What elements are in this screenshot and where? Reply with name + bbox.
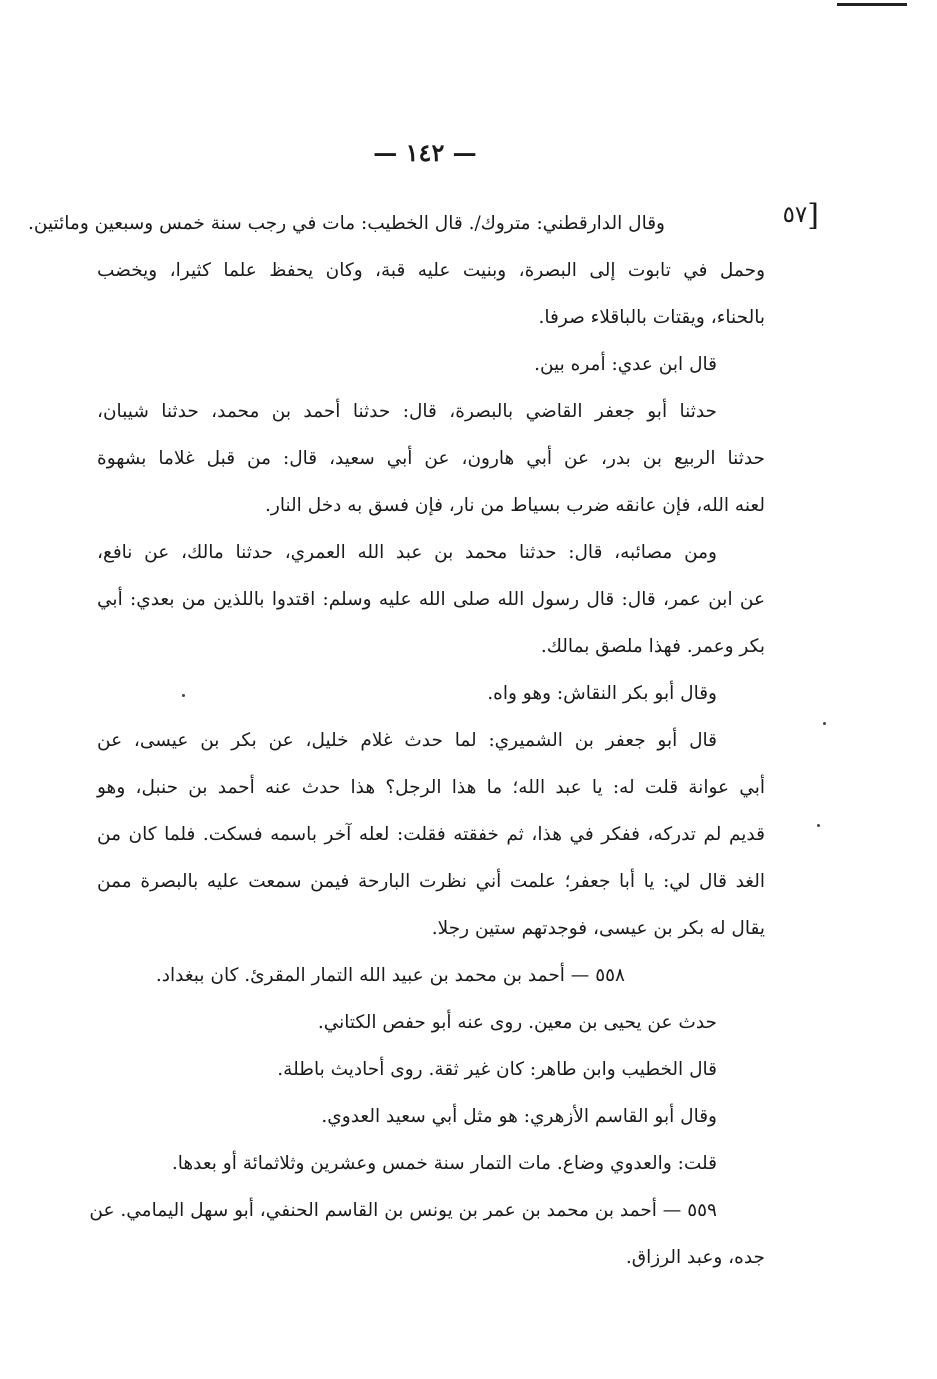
text-line: جده، وعبد الرزاق. [625, 1247, 765, 1268]
text-line: حدث عن يحيى بن معين. روى عنه أبو حفص الكتاني. [317, 1012, 717, 1033]
entry-marker-number: ٥٧ [782, 202, 808, 228]
ink-speck [817, 824, 820, 827]
page-number: — ١٤٢ — [373, 138, 477, 167]
text-line: بالحناء، ويقتات بالباقلاء صرفا. [538, 307, 765, 328]
text-line: قال أبو جعفر بن الشميري: لما حدث غلام خليل، عن بكر بن عيسى، عن [97, 730, 717, 751]
text-line: بكر وعمر. فهذا ملصق بمالك. [540, 636, 765, 657]
top-rule [837, 3, 907, 6]
text-line: قال الخطيب وابن طاهر: كان غير ثقة. روى أحاديث باطلة. [277, 1059, 717, 1080]
text-line: وقال أبو بكر النقاش: وهو واه. [487, 683, 717, 704]
body-text [28, 200, 765, 1281]
text-line: يقال له بكر بن عيسى، فوجدتهم ستين رجلا. [431, 918, 765, 939]
bracket-open-icon: [ [807, 198, 819, 233]
text-line: لعنه الله، فإن عانقه ضرب بسياط من نار، فإن فسق به دخل النار. [265, 495, 765, 516]
ink-speck [182, 694, 185, 697]
text-line: قلت: والعدوي وضاع. مات التمار سنة خمس وعشرين وثلاثمائة أو بعدها. [171, 1153, 717, 1174]
text-line: ومن مصائبه، قال: حدثنا محمد بن عبد الله العمري، حدثنا مالك، عن نافع، [97, 542, 717, 563]
text-line: الغد قال لي: يا أبا جعفر؛ علمت أني نظرت البارحة فيمن سمعت عليه بالبصرة ممن [97, 871, 765, 892]
text-line: قال ابن عدي: أمره بين. [534, 354, 717, 375]
text-line: وحمل في تابوت إلى البصرة، وبنيت عليه قبة، وكان يحفظ علما كثيرا، ويخضب [97, 260, 765, 281]
entry-marker [783, 198, 819, 233]
text-line: قديم لم تدركه، ففكر في هذا، ثم خفقته فقلت: لعله آخر باسمه فسكت. فلما كان من [97, 824, 765, 845]
ink-speck [823, 722, 826, 725]
text-line: حدثنا الربيع بن بدر، عن أبي هارون، عن أبي سعيد، قال: من قبل غلاما بشهوة [97, 448, 765, 469]
text-line: وقال الدارقطني: متروك/. قال الخطيب: مات في رجب سنة خمس وسبعين ومائتين. [28, 213, 665, 234]
text-line: عن ابن عمر، قال: قال رسول الله صلى الله عليه وسلم: اقتدوا باللذين من بعدي: أبي [97, 589, 765, 610]
text-line: أبي عوانة قلت له: يا عبد الله؛ ما هذا الرجل؟ هذا حدث عنه أحمد بن حنبل، وهو [97, 777, 765, 798]
text-line: وقال أبو القاسم الأزهري: هو مثل أبي سعيد العدوي. [321, 1106, 717, 1127]
text-line: ٥٥٨ — أحمد بن محمد بن عبيد الله التمار المقرئ. كان ببغداد. [155, 965, 625, 986]
text-line: ٥٥٩ — أحمد بن محمد بن عمر بن يونس بن القاسم الحنفي، أبو سهل اليمامي. عن [89, 1200, 717, 1221]
text-line: حدثنا أبو جعفر القاضي بالبصرة، قال: حدثنا أحمد بن محمد، حدثنا شيبان، [97, 401, 717, 422]
